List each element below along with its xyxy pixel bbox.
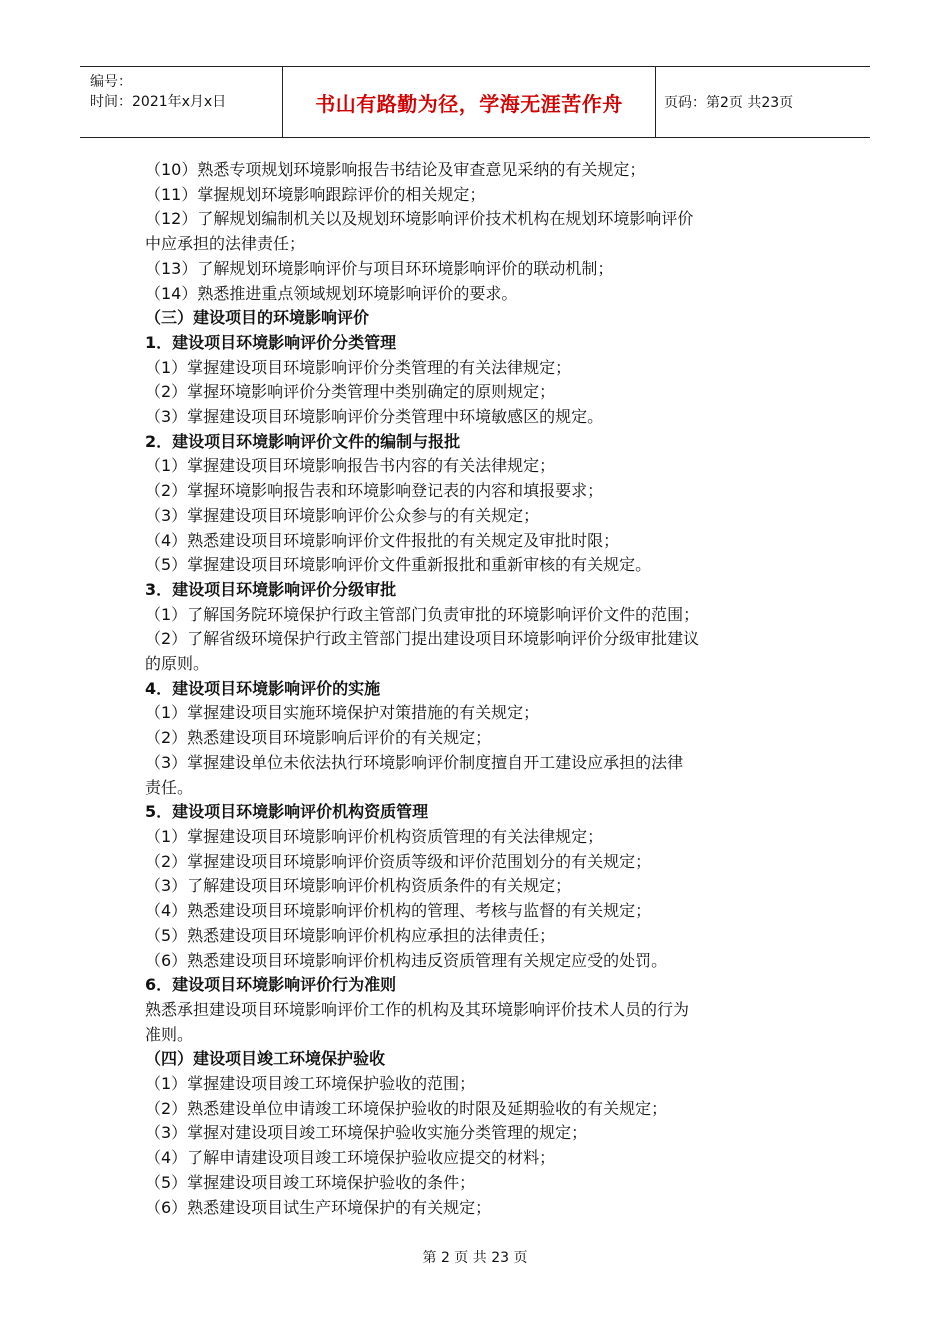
section-heading: 4．建设项目环境影响评价的实施 [145, 678, 381, 698]
body-text-line: （13）了解规划环境影响评价与项目环环境影响评价的联动机制； [145, 258, 614, 278]
body-text-line: （1）掌握建设项目实施环境保护对策措施的有关规定； [145, 703, 540, 723]
body-text-line: （14）熟悉推进重点领域规划环境影响评价的要求。 [145, 283, 518, 303]
body-text-line: （5）掌握建设项目竣工环境保护验收的条件； [145, 1172, 476, 1192]
header-page-number: 页码：第2页 共23页 [664, 95, 794, 111]
body-text-line: （3）掌握建设项目环境影响评价分类管理中环境敏感区的规定。 [145, 407, 604, 427]
body-text-line: （6）熟悉建设项目试生产环境保护的有关规定； [145, 1197, 492, 1217]
header-motto-cell [282, 67, 656, 137]
body-text-line: （2）掌握环境影响评价分类管理中类别确定的原则规定； [145, 382, 556, 402]
body-text-line: （3）掌握建设单位未依法执行环境影响评价制度擅自开工建设应承担的法律 [145, 752, 684, 772]
body-text-line: （5）掌握建设项目环境影响评价文件重新报批和重新审核的有关规定。 [145, 555, 652, 575]
body-text-line: （1）掌握建设项目竣工环境保护验收的范围； [145, 1074, 476, 1094]
body-text-line: （2）掌握环境影响报告表和环境影响登记表的内容和填报要求； [145, 481, 604, 501]
section-heading: 5．建设项目环境影响评价机构资质管理 [145, 802, 429, 822]
header-meta-cell [80, 67, 281, 137]
body-text-line: （5）熟悉建设项目环境影响评价机构应承担的法律责任； [145, 925, 556, 945]
body-text-line: 责任。 [145, 777, 194, 797]
section-heading: （四）建设项目竣工环境保护验收 [145, 1049, 386, 1069]
section-heading: 1．建设项目环境影响评价分类管理 [145, 332, 397, 352]
document-date-label: 时间：2021年x月x日 [90, 94, 227, 110]
body-text-line: 熟悉承担建设项目环境影响评价工作的机构及其环境影响评价技术人员的行为 [145, 999, 690, 1019]
body-text-line: （1）了解国务院环境保护行政主管部门负责审批的环境影响评价文件的范围； [145, 604, 700, 624]
body-text-line: （2）熟悉建设项目环境影响后评价的有关规定； [145, 728, 492, 748]
body-text-line: （4）熟悉建设项目环境影响评价文件报批的有关规定及审批时限； [145, 530, 620, 550]
body-text-line: 的原则。 [145, 654, 210, 674]
page-footer: 第 2 页 共 23 页 [422, 1250, 528, 1266]
body-text-line: （2）熟悉建设单位申请竣工环境保护验收的时限及延期验收的有关规定； [145, 1098, 668, 1118]
header-motto: 书山有路勤为径，学海无涯苦作舟 [315, 91, 623, 116]
section-heading: （三）建设项目的环境影响评价 [145, 308, 370, 328]
body-text-line: （2）掌握建设项目环境影响评价资质等级和评价范围划分的有关规定； [145, 851, 652, 871]
body-text-line: （11）掌握规划环境影响跟踪评价的相关规定； [145, 184, 486, 204]
body-text-line: 准则。 [145, 1024, 194, 1044]
document-body [145, 158, 810, 1220]
body-text-line: （4）了解申请建设项目竣工环境保护验收应提交的材料； [145, 1148, 556, 1168]
body-text-line: 中应承担的法律责任； [145, 234, 306, 254]
body-text-line: （3）掌握对建设项目竣工环境保护验收实施分类管理的规定； [145, 1123, 588, 1143]
section-heading: 2．建设项目环境影响评价文件的编制与报批 [145, 431, 461, 451]
body-text-line: （1）掌握建设项目环境影响评价机构资质管理的有关法律规定； [145, 826, 604, 846]
body-text-line: （3）了解建设项目环境影响评价机构资质条件的有关规定； [145, 876, 572, 896]
body-text-line: （1）掌握建设项目环境影响报告书内容的有关法律规定； [145, 456, 556, 476]
section-heading: 3．建设项目环境影响评价分级审批 [145, 579, 397, 599]
body-text-line: （1）掌握建设项目环境影响评价分类管理的有关法律规定； [145, 357, 572, 377]
body-text-line: （6）熟悉建设项目环境影响评价机构违反资质管理有关规定应受的处罚。 [145, 950, 668, 970]
page-header [80, 66, 870, 138]
body-text-line: （12）了解规划编制机关以及规划环境影响评价技术机构在规划环境影响评价 [145, 209, 694, 229]
body-text-line: （2）了解省级环境保护行政主管部门提出建设项目环境影响评价分级审批建议 [145, 629, 700, 649]
document-number-label: 编号： [90, 74, 132, 90]
body-text-line: （4）熟悉建设项目环境影响评价机构的管理、考核与监督的有关规定； [145, 901, 652, 921]
body-text-line: （10）熟悉专项规划环境影响报告书结论及审查意见采纳的有关规定； [145, 160, 646, 179]
body-text-line: （3）掌握建设项目环境影响评价公众参与的有关规定； [145, 505, 540, 525]
section-heading: 6．建设项目环境影响评价行为准则 [145, 975, 397, 995]
header-page-cell [656, 67, 870, 137]
